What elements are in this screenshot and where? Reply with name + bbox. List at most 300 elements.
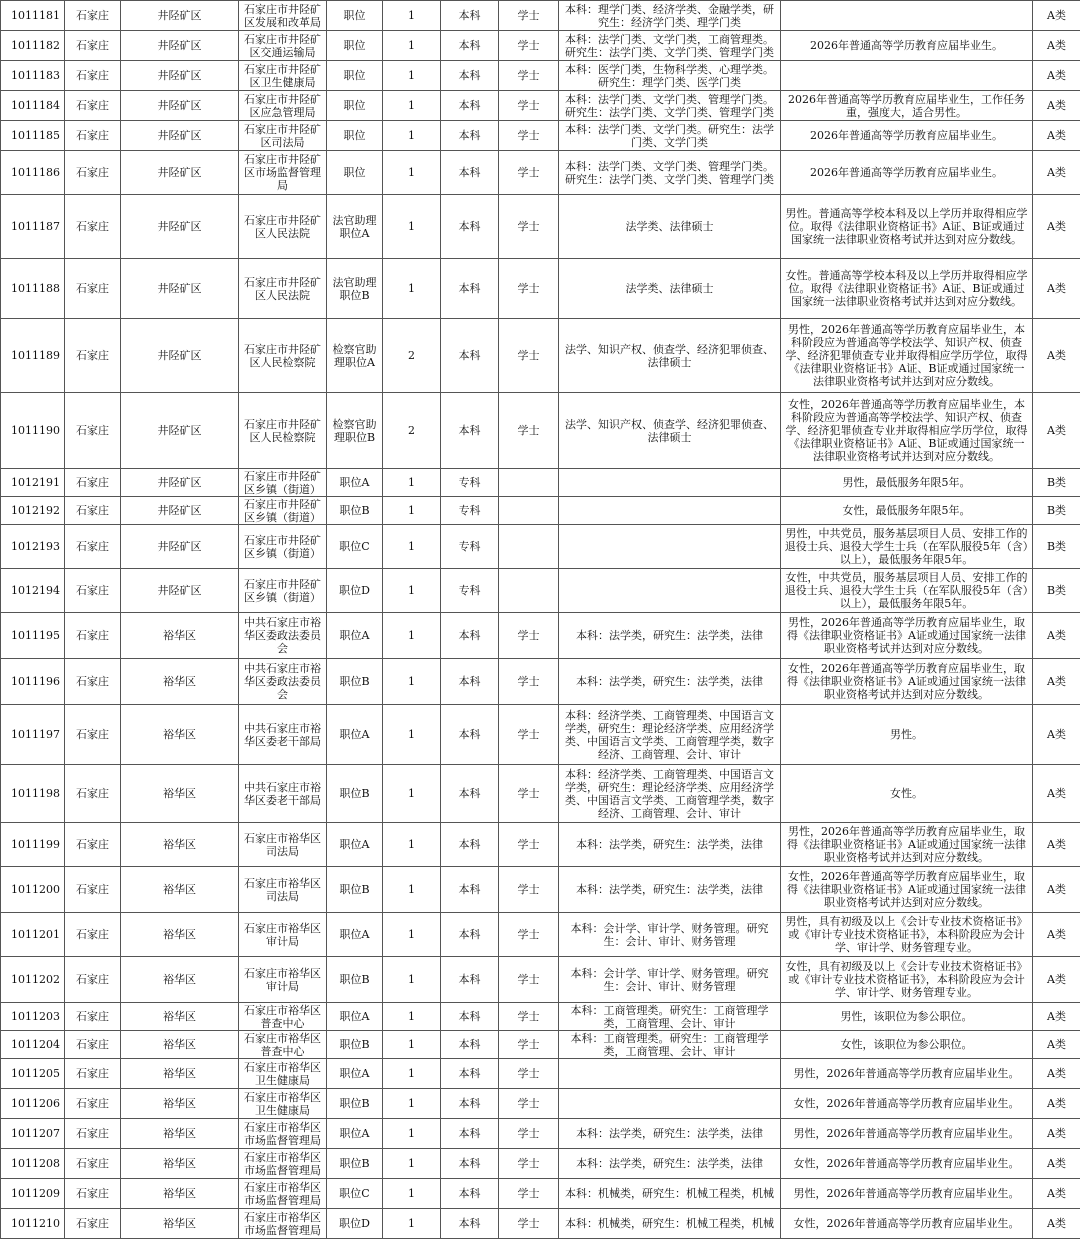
cell-unit: 石家庄市裕华区普查中心 <box>239 1003 327 1031</box>
cell-education: 本科 <box>441 61 499 91</box>
cell-count: 1 <box>383 1149 441 1179</box>
cell-category: A类 <box>1033 31 1080 61</box>
cell-degree: 学士 <box>499 1119 559 1149</box>
cell-code: 1011195 <box>1 613 65 659</box>
cell-position: 法官助理职位B <box>327 259 383 319</box>
cell-count: 1 <box>383 823 441 867</box>
cell-unit: 石家庄市井陉矿区应急管理局 <box>239 91 327 121</box>
cell-category: B类 <box>1033 469 1080 497</box>
cell-education: 本科 <box>441 765 499 823</box>
cell-requirements: 男性，中共党员，服务基层项目人员、安排工作的退役士兵、退役大学生士兵（在军队服役5年（含）以上），最低服务年限5年。 <box>781 525 1033 569</box>
cell-position: 职位A <box>327 913 383 957</box>
cell-degree: 学士 <box>499 1 559 31</box>
cell-district: 裕华区 <box>121 1003 239 1031</box>
cell-code: 1011182 <box>1 31 65 61</box>
cell-major: 本科：法学门类、文学门类。研究生：法学门类、文学门类 <box>559 121 781 151</box>
cell-education: 专科 <box>441 497 499 525</box>
cell-unit: 石家庄市裕华区卫生健康局 <box>239 1089 327 1119</box>
cell-degree: 学士 <box>499 61 559 91</box>
cell-count: 1 <box>383 867 441 913</box>
cell-requirements: 男性。 <box>781 705 1033 765</box>
cell-code: 1012191 <box>1 469 65 497</box>
cell-position: 职位C <box>327 1179 383 1209</box>
cell-code: 1011183 <box>1 61 65 91</box>
cell-count: 1 <box>383 497 441 525</box>
cell-requirements: 女性，中共党员，服务基层项目人员、安排工作的退役士兵、退役大学生士兵（在军队服役5年（含）以上），最低服务年限5年。 <box>781 569 1033 613</box>
table-row <box>1 151 1080 195</box>
cell-code: 1011203 <box>1 1003 65 1031</box>
cell-requirements: 2026年普通高等学历教育应届毕业生。 <box>781 121 1033 151</box>
cell-degree: 学士 <box>499 151 559 195</box>
cell-position: 职位A <box>327 1059 383 1089</box>
cell-requirements: 男性，2026年普通高等学历教育应届毕业生。 <box>781 1119 1033 1149</box>
cell-unit: 石家庄市裕华区市场监督管理局 <box>239 1179 327 1209</box>
cell-count: 1 <box>383 151 441 195</box>
cell-requirements: 女性，2026年普通高等学历教育应届毕业生，取得《法律职业资格证书》A证或通过国家统一法律职业资格考试并达到对应分数线。 <box>781 659 1033 705</box>
cell-count: 1 <box>383 1031 441 1059</box>
cell-degree: 学士 <box>499 765 559 823</box>
cell-education: 本科 <box>441 1031 499 1059</box>
cell-requirements: 女性。普通高等学校本科及以上学历并取得相应学位。取得《法律职业资格证书》A证、B证或通过国家统一法律职业资格考试并达到对应分数线。 <box>781 259 1033 319</box>
cell-major: 本科：工商管理类。研究生：工商管理学类，工商管理、会计、审计 <box>559 1031 781 1059</box>
cell-city: 石家庄 <box>65 1059 121 1089</box>
cell-position: 职位B <box>327 659 383 705</box>
cell-major: 本科：会计学、审计学、财务管理。研究生：会计、审计、财务管理 <box>559 957 781 1003</box>
cell-degree: 学士 <box>499 259 559 319</box>
cell-degree: 学士 <box>499 659 559 705</box>
cell-major <box>559 469 781 497</box>
cell-category: A类 <box>1033 1149 1080 1179</box>
cell-major: 本科：法学类，研究生：法学类，法律 <box>559 823 781 867</box>
cell-requirements: 男性，2026年普通高等学历教育应届毕业生，取得《法律职业资格证书》A证或通过国家统一法律职业资格考试并达到对应分数线。 <box>781 613 1033 659</box>
cell-category: A类 <box>1033 1179 1080 1209</box>
cell-position: 职位 <box>327 151 383 195</box>
cell-requirements <box>781 61 1033 91</box>
table-row <box>1 1089 1080 1119</box>
cell-code: 1011196 <box>1 659 65 705</box>
cell-city: 石家庄 <box>65 867 121 913</box>
cell-district: 裕华区 <box>121 659 239 705</box>
cell-city: 石家庄 <box>65 1 121 31</box>
cell-code: 1011202 <box>1 957 65 1003</box>
table-row <box>1 319 1080 393</box>
table-row <box>1 61 1080 91</box>
cell-education: 本科 <box>441 705 499 765</box>
cell-city: 石家庄 <box>65 1149 121 1179</box>
cell-major: 本科：机械类，研究生：机械工程类，机械 <box>559 1179 781 1209</box>
cell-district: 井陉矿区 <box>121 393 239 469</box>
cell-city: 石家庄 <box>65 613 121 659</box>
cell-category: A类 <box>1033 1119 1080 1149</box>
cell-category: A类 <box>1033 259 1080 319</box>
cell-city: 石家庄 <box>65 957 121 1003</box>
cell-unit: 中共石家庄市裕华区委老干部局 <box>239 705 327 765</box>
cell-category: A类 <box>1033 1059 1080 1089</box>
cell-degree <box>499 525 559 569</box>
cell-city: 石家庄 <box>65 823 121 867</box>
cell-requirements: 男性，2026年普通高等学历教育应届毕业生，取得《法律职业资格证书》A证或通过国家统一法律职业资格考试并达到对应分数线。 <box>781 823 1033 867</box>
cell-degree: 学士 <box>499 1209 559 1239</box>
cell-education: 本科 <box>441 121 499 151</box>
cell-code: 1011208 <box>1 1149 65 1179</box>
cell-position: 职位B <box>327 765 383 823</box>
cell-category: A类 <box>1033 913 1080 957</box>
cell-count: 1 <box>383 705 441 765</box>
cell-major: 本科：法学类，研究生：法学类，法律 <box>559 659 781 705</box>
cell-requirements: 2026年普通高等学历教育应届毕业生，工作任务重，强度大，适合男性。 <box>781 91 1033 121</box>
cell-category: A类 <box>1033 121 1080 151</box>
cell-count: 1 <box>383 91 441 121</box>
cell-district: 井陉矿区 <box>121 469 239 497</box>
cell-district: 裕华区 <box>121 867 239 913</box>
cell-position: 职位 <box>327 121 383 151</box>
cell-degree: 学士 <box>499 121 559 151</box>
cell-major: 本科：工商管理类。研究生：工商管理学类，工商管理、会计、审计 <box>559 1003 781 1031</box>
cell-code: 1011201 <box>1 913 65 957</box>
cell-unit: 石家庄市裕华区审计局 <box>239 913 327 957</box>
table-row <box>1 91 1080 121</box>
cell-unit: 石家庄市井陉矿区卫生健康局 <box>239 61 327 91</box>
cell-major: 法学类、法律硕士 <box>559 195 781 259</box>
cell-code: 1011210 <box>1 1209 65 1239</box>
cell-requirements: 女性，该职位为参公职位。 <box>781 1031 1033 1059</box>
cell-code: 1011188 <box>1 259 65 319</box>
cell-unit: 中共石家庄市裕华区委政法委员会 <box>239 613 327 659</box>
cell-position: 检察官助理职位A <box>327 319 383 393</box>
cell-city: 石家庄 <box>65 319 121 393</box>
table-row <box>1 121 1080 151</box>
cell-count: 1 <box>383 569 441 613</box>
cell-degree: 学士 <box>499 319 559 393</box>
cell-district: 井陉矿区 <box>121 195 239 259</box>
table-row <box>1 1179 1080 1209</box>
cell-count: 1 <box>383 1179 441 1209</box>
cell-count: 1 <box>383 613 441 659</box>
cell-degree: 学士 <box>499 1031 559 1059</box>
cell-major: 本科：法学门类、文学门类、管理学门类。研究生：法学门类、文学门类、管理学门类 <box>559 91 781 121</box>
cell-requirements: 男性，2026年普通高等学历教育应届毕业生。 <box>781 1179 1033 1209</box>
cell-category: A类 <box>1033 1209 1080 1239</box>
cell-count: 1 <box>383 1209 441 1239</box>
cell-education: 专科 <box>441 525 499 569</box>
cell-requirements: 2026年普通高等学历教育应届毕业生。 <box>781 31 1033 61</box>
cell-district: 裕华区 <box>121 957 239 1003</box>
cell-position: 职位A <box>327 705 383 765</box>
cell-unit: 石家庄市井陉矿区人民法院 <box>239 195 327 259</box>
cell-count: 1 <box>383 31 441 61</box>
cell-requirements <box>781 1 1033 31</box>
cell-education: 本科 <box>441 1179 499 1209</box>
cell-unit: 石家庄市井陉矿区交通运输局 <box>239 31 327 61</box>
cell-major: 本科：法学类，研究生：法学类，法律 <box>559 1149 781 1179</box>
cell-unit: 石家庄市裕华区市场监督管理局 <box>239 1119 327 1149</box>
cell-category: B类 <box>1033 569 1080 613</box>
cell-unit: 石家庄市井陉矿区乡镇（街道） <box>239 525 327 569</box>
cell-category: A类 <box>1033 957 1080 1003</box>
cell-code: 1011190 <box>1 393 65 469</box>
table-row <box>1 765 1080 823</box>
cell-city: 石家庄 <box>65 393 121 469</box>
cell-unit: 石家庄市井陉矿区发展和改革局 <box>239 1 327 31</box>
cell-major <box>559 1059 781 1089</box>
cell-unit: 石家庄市井陉矿区人民检察院 <box>239 319 327 393</box>
cell-code: 1011187 <box>1 195 65 259</box>
cell-district: 裕华区 <box>121 823 239 867</box>
cell-count: 1 <box>383 259 441 319</box>
cell-district: 井陉矿区 <box>121 525 239 569</box>
cell-education: 本科 <box>441 259 499 319</box>
cell-city: 石家庄 <box>65 31 121 61</box>
cell-count: 1 <box>383 765 441 823</box>
cell-category: A类 <box>1033 1003 1080 1031</box>
cell-city: 石家庄 <box>65 497 121 525</box>
cell-count: 1 <box>383 469 441 497</box>
cell-code: 1011204 <box>1 1031 65 1059</box>
cell-district: 井陉矿区 <box>121 151 239 195</box>
cell-code: 1011186 <box>1 151 65 195</box>
cell-education: 本科 <box>441 1059 499 1089</box>
cell-category: A类 <box>1033 1089 1080 1119</box>
cell-category: A类 <box>1033 659 1080 705</box>
cell-count: 1 <box>383 1059 441 1089</box>
cell-city: 石家庄 <box>65 525 121 569</box>
cell-count: 1 <box>383 913 441 957</box>
cell-position: 职位 <box>327 1 383 31</box>
cell-position: 职位D <box>327 569 383 613</box>
cell-degree: 学士 <box>499 1179 559 1209</box>
cell-degree: 学士 <box>499 823 559 867</box>
cell-requirements: 男性，2026年普通高等学历教育应届毕业生，本科阶段应为普通高等学校法学、知识产权、侦查学、经济犯罪侦查专业并取得相应学历学位，取得《法律职业资格证书》A证、B证或通过国家统一法律职业资格考试并达到对应分数线。 <box>781 319 1033 393</box>
cell-major: 本科：会计学、审计学、财务管理。研究生：会计、审计、财务管理 <box>559 913 781 957</box>
cell-city: 石家庄 <box>65 659 121 705</box>
cell-category: B类 <box>1033 497 1080 525</box>
cell-degree: 学士 <box>499 613 559 659</box>
cell-education: 专科 <box>441 469 499 497</box>
cell-education: 专科 <box>441 569 499 613</box>
cell-requirements: 2026年普通高等学历教育应届毕业生。 <box>781 151 1033 195</box>
table-row <box>1 1031 1080 1059</box>
cell-unit: 中共石家庄市裕华区委老干部局 <box>239 765 327 823</box>
cell-position: 职位A <box>327 1003 383 1031</box>
cell-code: 1011209 <box>1 1179 65 1209</box>
cell-city: 石家庄 <box>65 1089 121 1119</box>
cell-category: A类 <box>1033 195 1080 259</box>
cell-district: 裕华区 <box>121 1209 239 1239</box>
table-row <box>1 1 1080 31</box>
cell-position: 职位 <box>327 91 383 121</box>
cell-position: 法官助理职位A <box>327 195 383 259</box>
cell-unit: 石家庄市裕华区审计局 <box>239 957 327 1003</box>
cell-education: 本科 <box>441 1089 499 1119</box>
table-row <box>1 1119 1080 1149</box>
cell-requirements: 女性，2026年普通高等学历教育应届毕业生，取得《法律职业资格证书》A证或通过国家统一法律职业资格考试并达到对应分数线。 <box>781 867 1033 913</box>
cell-district: 井陉矿区 <box>121 497 239 525</box>
table-row <box>1 569 1080 613</box>
cell-requirements: 男性，2026年普通高等学历教育应届毕业生。 <box>781 1059 1033 1089</box>
cell-city: 石家庄 <box>65 765 121 823</box>
cell-district: 裕华区 <box>121 1031 239 1059</box>
table-row <box>1 957 1080 1003</box>
cell-district: 裕华区 <box>121 705 239 765</box>
cell-degree: 学士 <box>499 1003 559 1031</box>
table-row <box>1 497 1080 525</box>
cell-count: 1 <box>383 121 441 151</box>
cell-code: 1012193 <box>1 525 65 569</box>
cell-unit: 石家庄市裕华区市场监督管理局 <box>239 1209 327 1239</box>
cell-education: 本科 <box>441 1003 499 1031</box>
cell-count: 1 <box>383 1003 441 1031</box>
cell-position: 职位B <box>327 497 383 525</box>
cell-unit: 石家庄市井陉矿区乡镇（街道） <box>239 497 327 525</box>
cell-unit: 石家庄市井陉矿区市场监督管理局 <box>239 151 327 195</box>
cell-degree: 学士 <box>499 1059 559 1089</box>
cell-unit: 石家庄市裕华区卫生健康局 <box>239 1059 327 1089</box>
cell-city: 石家庄 <box>65 1119 121 1149</box>
cell-degree <box>499 569 559 613</box>
cell-position: 职位 <box>327 31 383 61</box>
cell-major: 本科：医学门类，生物科学类、心理学类。研究生：理学门类、医学门类 <box>559 61 781 91</box>
cell-unit: 石家庄市裕华区司法局 <box>239 867 327 913</box>
table-row <box>1 823 1080 867</box>
cell-degree <box>499 497 559 525</box>
table-row <box>1 1149 1080 1179</box>
cell-count: 1 <box>383 61 441 91</box>
table-row <box>1 867 1080 913</box>
cell-major: 本科：机械类，研究生：机械工程类，机械 <box>559 1209 781 1239</box>
cell-code: 1012194 <box>1 569 65 613</box>
cell-degree: 学士 <box>499 393 559 469</box>
cell-district: 裕华区 <box>121 613 239 659</box>
cell-city: 石家庄 <box>65 1209 121 1239</box>
cell-unit: 石家庄市井陉矿区司法局 <box>239 121 327 151</box>
cell-city: 石家庄 <box>65 1031 121 1059</box>
cell-position: 职位B <box>327 1031 383 1059</box>
cell-position: 职位C <box>327 525 383 569</box>
cell-district: 裕华区 <box>121 1149 239 1179</box>
cell-position: 职位A <box>327 1119 383 1149</box>
table-row <box>1 259 1080 319</box>
cell-category: A类 <box>1033 867 1080 913</box>
cell-requirements: 女性，2026年普通高等学历教育应届毕业生。 <box>781 1209 1033 1239</box>
cell-count: 1 <box>383 525 441 569</box>
table-row <box>1 1003 1080 1031</box>
table-row <box>1 31 1080 61</box>
cell-district: 井陉矿区 <box>121 1 239 31</box>
cell-education: 本科 <box>441 913 499 957</box>
cell-position: 职位B <box>327 867 383 913</box>
table-row <box>1 659 1080 705</box>
cell-category: A类 <box>1033 61 1080 91</box>
cell-category: A类 <box>1033 765 1080 823</box>
table-row <box>1 1059 1080 1089</box>
cell-count: 1 <box>383 957 441 1003</box>
cell-position: 职位B <box>327 1089 383 1119</box>
cell-major: 本科：法学门类、文学门类、管理学门类。研究生：法学门类、文学门类、管理学门类 <box>559 151 781 195</box>
cell-degree <box>499 469 559 497</box>
cell-education: 本科 <box>441 31 499 61</box>
cell-city: 石家庄 <box>65 151 121 195</box>
cell-position: 职位A <box>327 613 383 659</box>
cell-category: A类 <box>1033 1031 1080 1059</box>
cell-unit: 石家庄市裕华区市场监督管理局 <box>239 1149 327 1179</box>
cell-degree: 学士 <box>499 957 559 1003</box>
cell-city: 石家庄 <box>65 121 121 151</box>
cell-education: 本科 <box>441 957 499 1003</box>
table-row <box>1 469 1080 497</box>
cell-code: 1011200 <box>1 867 65 913</box>
cell-education: 本科 <box>441 195 499 259</box>
cell-requirements: 女性，2026年普通高等学历教育应届毕业生。 <box>781 1089 1033 1119</box>
cell-code: 1011185 <box>1 121 65 151</box>
cell-unit: 中共石家庄市裕华区委政法委员会 <box>239 659 327 705</box>
cell-major <box>559 497 781 525</box>
cell-count: 2 <box>383 319 441 393</box>
cell-education: 本科 <box>441 319 499 393</box>
cell-education: 本科 <box>441 1 499 31</box>
cell-major: 本科：法学类，研究生：法学类，法律 <box>559 1119 781 1149</box>
cell-city: 石家庄 <box>65 1003 121 1031</box>
table-row <box>1 1209 1080 1239</box>
table-row <box>1 705 1080 765</box>
cell-position: 职位A <box>327 823 383 867</box>
cell-district: 裕华区 <box>121 1119 239 1149</box>
cell-count: 1 <box>383 1 441 31</box>
cell-code: 1011207 <box>1 1119 65 1149</box>
cell-code: 1011197 <box>1 705 65 765</box>
cell-district: 裕华区 <box>121 1089 239 1119</box>
cell-degree: 学士 <box>499 1149 559 1179</box>
cell-count: 1 <box>383 195 441 259</box>
cell-category: A类 <box>1033 613 1080 659</box>
cell-degree: 学士 <box>499 867 559 913</box>
cell-major: 本科：法学类，研究生：法学类，法律 <box>559 613 781 659</box>
cell-education: 本科 <box>441 91 499 121</box>
cell-district: 裕华区 <box>121 1059 239 1089</box>
cell-major: 法学类、法律硕士 <box>559 259 781 319</box>
cell-position: 职位 <box>327 61 383 91</box>
cell-district: 井陉矿区 <box>121 569 239 613</box>
cell-code: 1011189 <box>1 319 65 393</box>
cell-count: 1 <box>383 1119 441 1149</box>
cell-requirements: 女性，具有初级及以上《会计专业技术资格证书》或《审计专业技术资格证书》，本科阶段应为会计学、审计学、财务管理专业。 <box>781 957 1033 1003</box>
cell-education: 本科 <box>441 613 499 659</box>
cell-requirements: 女性，2026年普通高等学历教育应届毕业生，本科阶段应为普通高等学校法学、知识产权、侦查学、经济犯罪侦查专业并取得相应学历学位，取得《法律职业资格证书》A证、B证或通过国家统一法律职业资格考试并达到对应分数线。 <box>781 393 1033 469</box>
cell-unit: 石家庄市裕华区司法局 <box>239 823 327 867</box>
cell-code: 1012192 <box>1 497 65 525</box>
table-row <box>1 393 1080 469</box>
cell-degree: 学士 <box>499 1089 559 1119</box>
cell-category: B类 <box>1033 525 1080 569</box>
cell-code: 1011198 <box>1 765 65 823</box>
cell-major: 本科：法学门类、文学门类，工商管理类。研究生：法学门类、文学门类、管理学门类 <box>559 31 781 61</box>
cell-position: 职位B <box>327 957 383 1003</box>
cell-education: 本科 <box>441 1209 499 1239</box>
cell-requirements: 男性。普通高等学校本科及以上学历并取得相应学位。取得《法律职业资格证书》A证、B证或通过国家统一法律职业资格考试并达到对应分数线。 <box>781 195 1033 259</box>
cell-city: 石家庄 <box>65 1179 121 1209</box>
cell-major: 本科：经济学类、工商管理类、中国语言文学类，研究生：理论经济学类、应用经济学类、中国语言文学类、工商管理学类，数字经济、工商管理、会计、审计 <box>559 705 781 765</box>
cell-major: 法学、知识产权、侦查学、经济犯罪侦查、法律硕士 <box>559 319 781 393</box>
cell-requirements: 女性。 <box>781 765 1033 823</box>
cell-position: 职位B <box>327 1149 383 1179</box>
cell-requirements: 女性，最低服务年限5年。 <box>781 497 1033 525</box>
cell-city: 石家庄 <box>65 259 121 319</box>
cell-unit: 石家庄市井陉矿区人民法院 <box>239 259 327 319</box>
cell-requirements: 男性，具有初级及以上《会计专业技术资格证书》或《审计专业技术资格证书》，本科阶段应为会计学、审计学、财务管理专业。 <box>781 913 1033 957</box>
cell-city: 石家庄 <box>65 469 121 497</box>
cell-count: 2 <box>383 393 441 469</box>
cell-requirements: 男性，该职位为参公职位。 <box>781 1003 1033 1031</box>
cell-education: 本科 <box>441 867 499 913</box>
